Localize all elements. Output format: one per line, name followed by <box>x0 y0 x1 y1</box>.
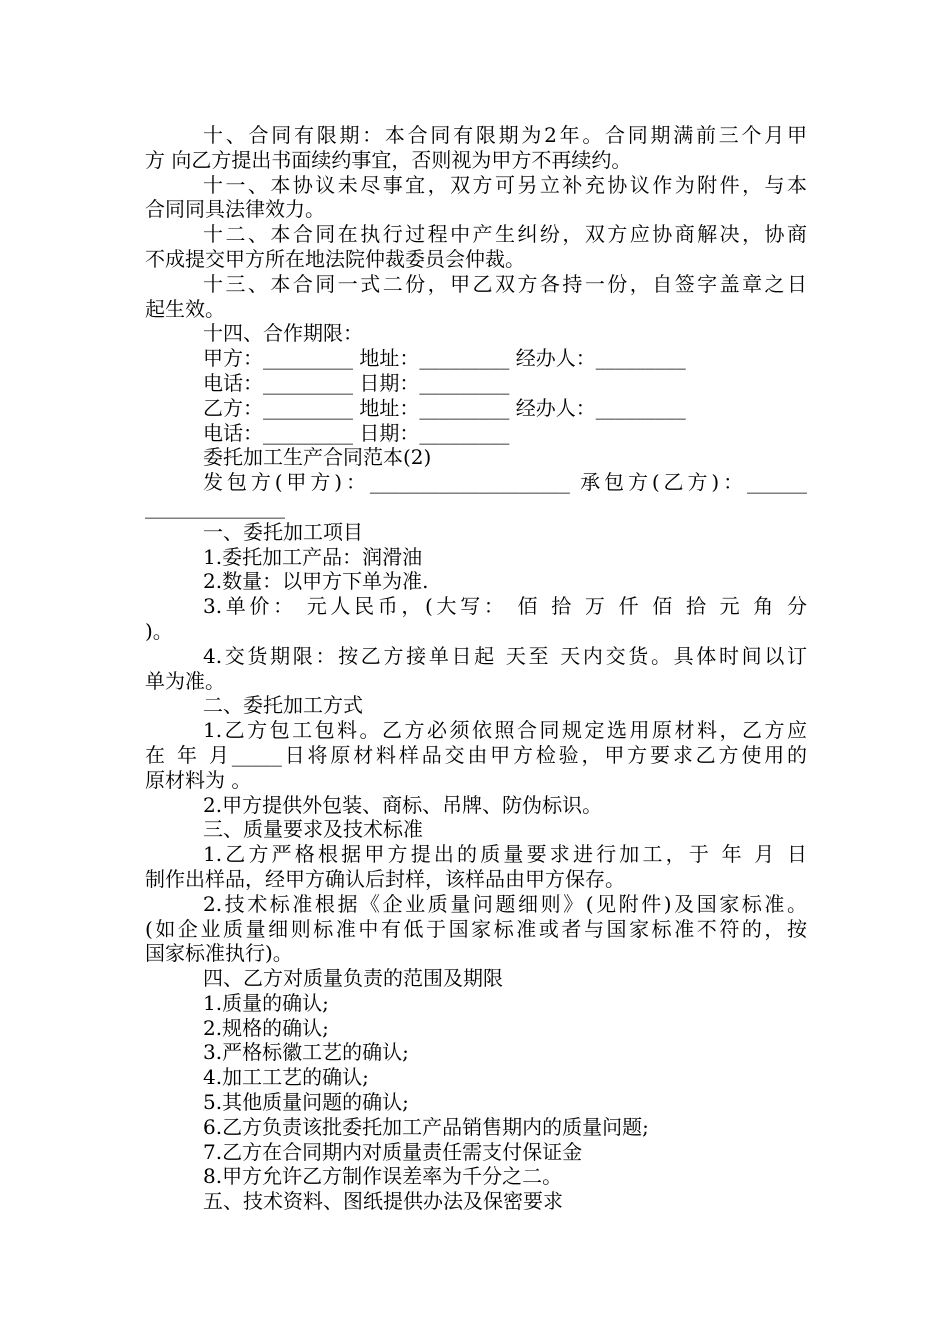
text-line: )。 <box>145 618 173 643</box>
text-line: 起生效。 <box>145 296 225 321</box>
text-line: ______________ <box>145 494 285 519</box>
text-line: 合同同具法律效力。 <box>145 197 325 222</box>
text-line: 十二、本合同在执行过程中产生纠纷，双方应协商解决，协商 <box>203 222 807 247</box>
text-line: 2.甲方提供外包装、商标、吊牌、防伪标识。 <box>203 792 603 817</box>
text-line: 4.加工工艺的确认; <box>203 1065 369 1090</box>
document-page <box>145 123 807 1214</box>
text-line: 6.乙方负责该批委托加工产品销售期内的质量问题; <box>203 1114 649 1139</box>
text-line: 电话：_________ 日期：_________ <box>203 370 510 395</box>
text-line: 十一、本协议未尽事宜，双方可另立补充协议作为附件，与本 <box>203 172 807 197</box>
text-line: 7.乙方在合同期内对质量责任需支付保证金 <box>203 1139 583 1164</box>
text-line: 在 年 月_____日将原材料样品交由甲方检验，甲方要求乙方使用的 <box>145 742 807 767</box>
text-line: 5.其他质量问题的确认; <box>203 1090 409 1115</box>
text-line: 十三、本合同一式二份，甲乙双方各持一份，自签字盖章之日 <box>203 271 807 296</box>
text-line: 电话：_________ 日期：_________ <box>203 420 510 445</box>
text-line: 3.单价： 元人民币，(大写： 佰 拾 万 仟 佰 拾 元 角 分 <box>203 594 807 619</box>
text-line: 一、委托加工项目 <box>203 519 363 544</box>
text-line: 3.严格标徽工艺的确认; <box>203 1040 409 1065</box>
text-line: 发包方(甲方)：____________________ 承包方(乙方)：______ <box>203 470 807 495</box>
text-line: (如企业质量细则标准中有低于国家标准或者与国家标准不符的，按 <box>145 916 807 941</box>
text-line: 五、技术资料、图纸提供办法及保密要求 <box>203 1189 563 1214</box>
text-line: 方 向乙方提出书面续约事宜，否则视为甲方不再续约。 <box>145 147 632 172</box>
text-line: 1.乙方包工包料。乙方必须依照合同规定选用原材料，乙方应 <box>203 718 807 743</box>
text-line: 2.技术标准根据《企业质量问题细则》(见附件)及国家标准。 <box>203 891 807 916</box>
text-line: 原材料为 。 <box>145 767 252 792</box>
text-line: 十四、合作期限： <box>203 321 363 346</box>
text-line: 委托加工生产合同范本(2) <box>203 445 432 470</box>
text-line: 单为准。 <box>145 668 225 693</box>
text-line: 1.质量的确认; <box>203 990 329 1015</box>
text-line: 2.数量：以甲方下单为准. <box>203 569 429 594</box>
text-line: 4.交货期限：按乙方接单日起 天至 天内交货。具体时间以订 <box>203 643 807 668</box>
text-line: 2.规格的确认; <box>203 1015 329 1040</box>
text-line: 十、合同有限期：本合同有限期为2年。合同期满前三个月甲 <box>203 123 807 147</box>
text-line: 乙方：_________ 地址：_________ 经办人：_________ <box>203 395 686 420</box>
text-line: 1.委托加工产品：润滑油 <box>203 544 423 569</box>
text-line: 不成提交甲方所在地法院仲裁委员会仲裁。 <box>145 246 525 271</box>
text-line: 制作出样品，经甲方确认后封样，该样品由甲方保存。 <box>145 866 625 891</box>
text-line: 四、乙方对质量负责的范围及期限 <box>203 966 503 991</box>
text-line: 国家标准执行)。 <box>145 941 293 966</box>
text-line: 8.甲方允许乙方制作误差率为千分之二。 <box>203 1164 563 1189</box>
text-line: 二、委托加工方式 <box>203 693 363 718</box>
text-line: 1.乙方严格根据甲方提出的质量要求进行加工，于 年 月 日 <box>203 842 807 867</box>
text-line: 三、质量要求及技术标准 <box>203 817 423 842</box>
text-line: 甲方：_________ 地址：_________ 经办人：_________ <box>203 346 686 371</box>
